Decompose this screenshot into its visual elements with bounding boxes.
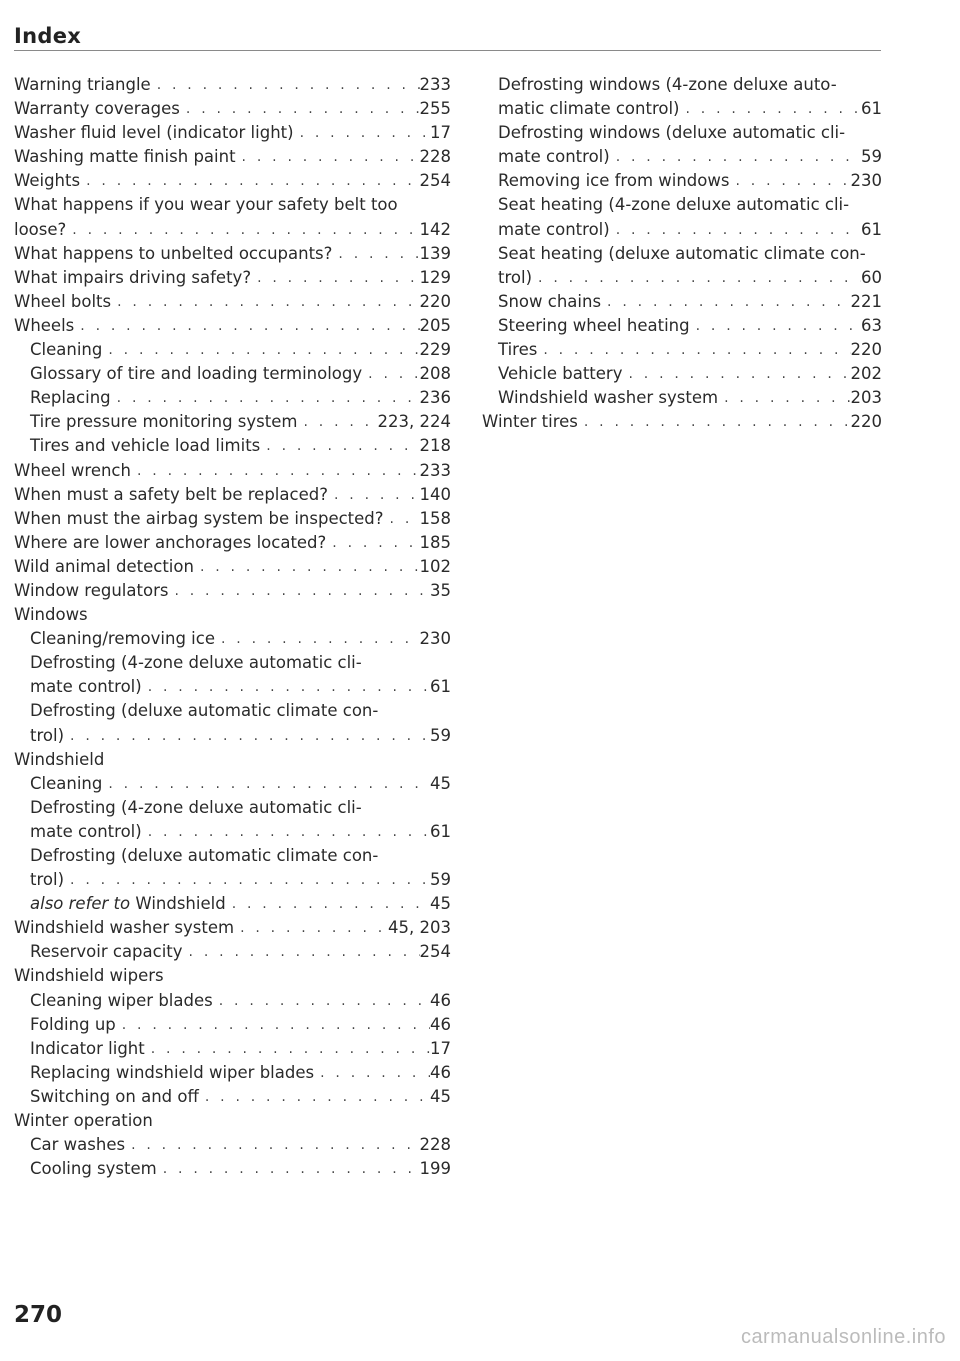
- index-entry: [482, 169, 882, 193]
- index-entry-term: Tires and vehicle load limits: [30, 436, 261, 456]
- dot-leader: [180, 97, 420, 121]
- page-reference: 61: [861, 99, 882, 119]
- index-entry: [14, 844, 451, 868]
- index-entry-term: Car washes: [30, 1135, 126, 1155]
- index-entry: [14, 410, 451, 434]
- index-entry-term: Reservoir capacity: [30, 942, 183, 962]
- index-entry: [14, 121, 451, 145]
- index-entry-term: Windshield: [14, 749, 105, 769]
- dot-leader: [537, 338, 850, 362]
- page-reference: 230: [850, 171, 882, 191]
- dot-leader: [66, 218, 419, 242]
- index-entry: [482, 193, 882, 217]
- page-reference: 59: [430, 725, 451, 745]
- page-reference: 61: [430, 677, 451, 697]
- dot-leader: [532, 266, 861, 290]
- dot-leader: [111, 386, 420, 410]
- dot-leader: [718, 386, 850, 410]
- dot-leader: [297, 410, 377, 434]
- index-entry: [14, 724, 451, 748]
- dot-leader: [610, 145, 861, 169]
- page-reference: 218: [419, 436, 451, 456]
- index-entry: [482, 73, 882, 97]
- index-entry: [14, 748, 451, 772]
- index-entry-term: Seat heating (deluxe automatic climate con-: [498, 243, 866, 263]
- index-entry: [14, 531, 451, 555]
- index-entry-term: Windshield wipers: [14, 966, 164, 986]
- page-reference: 17: [430, 1038, 451, 1058]
- index-entry: [482, 97, 882, 121]
- page-reference: 45: [430, 1086, 451, 1106]
- index-entry: [482, 314, 882, 338]
- dot-leader: [142, 675, 430, 699]
- index-entry: [14, 459, 451, 483]
- dot-leader: [64, 724, 430, 748]
- index-entry-term: Tire pressure monitoring system: [30, 412, 298, 432]
- index-entry-term: Windshield washer system: [498, 388, 719, 408]
- index-entry-term: mate control): [498, 147, 610, 167]
- page-reference: 229: [419, 340, 451, 360]
- index-entry-term: What impairs driving safety?: [14, 267, 252, 287]
- index-entry-term: Washing matte finish paint: [14, 147, 236, 167]
- index-entry: [14, 964, 451, 988]
- page-reference: 45: [430, 894, 451, 914]
- index-entry: [14, 386, 451, 410]
- index-entry-term: Warning triangle: [14, 75, 151, 94]
- page-reference: 228: [419, 147, 451, 167]
- index-entry: [482, 218, 882, 242]
- index-entry-term: trol): [498, 267, 533, 287]
- index-entry: [14, 169, 451, 193]
- page-number: 270: [14, 1302, 63, 1328]
- index-column-left: [14, 73, 451, 1181]
- dot-leader: [294, 121, 430, 145]
- index-entry-term: Tires: [498, 340, 538, 360]
- index-entry: [14, 940, 451, 964]
- index-entry: [14, 820, 451, 844]
- index-entry: [14, 1037, 451, 1061]
- index-entry: [482, 121, 882, 145]
- dot-leader: [729, 169, 850, 193]
- dot-leader: [157, 1157, 420, 1181]
- index-entry-term: Cleaning: [30, 773, 103, 793]
- page-reference: 45, 203: [388, 918, 451, 938]
- page-reference: 220: [850, 412, 882, 432]
- index-entry: [14, 651, 451, 675]
- section-title: Index: [14, 24, 82, 48]
- dot-leader: [690, 314, 861, 338]
- dot-leader: [102, 338, 419, 362]
- dot-leader: [578, 410, 851, 434]
- cross-reference-target: Windshield: [130, 894, 226, 914]
- index-entry: [482, 338, 882, 362]
- index-entry-term: mate control): [30, 677, 142, 697]
- page-reference: 158: [419, 508, 451, 528]
- index-entry-term: Defrosting (deluxe automatic climate con-: [30, 846, 379, 865]
- dot-leader: [384, 507, 420, 531]
- index-entry-term: Seat heating (4-zone deluxe automatic cli-: [498, 195, 850, 215]
- index-entry-term: Wheels: [14, 315, 75, 335]
- index-entry-term: Replacing windshield wiper blades: [30, 1062, 315, 1082]
- index-entry: [14, 290, 451, 314]
- index-entry-term: Defrosting windows (deluxe automatic cli-: [498, 123, 846, 143]
- index-entry-term: Windows: [14, 605, 88, 625]
- page-reference: 254: [419, 171, 451, 191]
- index-entry-term: Window regulators: [14, 580, 169, 600]
- index-entry-term: Snow chains: [498, 291, 602, 311]
- page-reference: 140: [419, 484, 451, 504]
- index-entry: [14, 338, 451, 362]
- dot-leader: [168, 579, 430, 603]
- index-entry-term: Replacing: [30, 388, 111, 408]
- index-entry: [14, 892, 451, 916]
- dot-leader: [260, 434, 419, 458]
- page-reference: 233: [419, 75, 451, 94]
- page-reference: 223, 224: [377, 412, 451, 432]
- dot-leader: [111, 290, 419, 314]
- page-reference: 46: [430, 1014, 451, 1034]
- dot-leader: [80, 169, 419, 193]
- page-reference: 46: [430, 990, 451, 1010]
- index-entry-term: Windshield washer system: [14, 918, 235, 938]
- index-entry-term: Wheel wrench: [14, 460, 131, 480]
- index-entry: [14, 73, 451, 97]
- index-entry-term: Cleaning/removing ice: [30, 629, 215, 649]
- index-entry-term: Switching on and off: [30, 1086, 199, 1106]
- header-divider: [14, 50, 881, 51]
- dot-leader: [251, 266, 419, 290]
- index-entry: [14, 579, 451, 603]
- page-reference: 236: [419, 388, 451, 408]
- page-reference: 46: [430, 1062, 451, 1082]
- index-entry: [482, 290, 882, 314]
- index-entry: [14, 868, 451, 892]
- index-entry: [14, 434, 451, 458]
- page-reference: 142: [419, 219, 451, 239]
- page-reference: 228: [419, 1135, 451, 1155]
- index-entry: [482, 410, 882, 434]
- index-entry-term: When must the airbag system be inspected?: [14, 508, 384, 528]
- dot-leader: [64, 868, 430, 892]
- dot-leader: [194, 555, 420, 579]
- dot-leader: [234, 916, 388, 940]
- page-reference: 17: [430, 123, 451, 143]
- index-entry: [14, 772, 451, 796]
- page-reference: 199: [419, 1159, 451, 1179]
- index-entry-term: What happens if you wear your safety belt too: [14, 195, 398, 215]
- index-entry: [14, 1133, 451, 1157]
- page-reference: 61: [430, 821, 451, 841]
- index-entry-term: Steering wheel heating: [498, 315, 690, 335]
- index-entry-term: Folding up: [30, 1014, 116, 1034]
- dot-leader: [362, 362, 419, 386]
- index-entry: [14, 989, 451, 1013]
- index-entry-term: Where are lower anchorages located?: [14, 532, 327, 552]
- dot-leader: [102, 772, 430, 796]
- index-entry-term: mate control): [498, 219, 610, 239]
- page-reference: 220: [419, 291, 451, 311]
- index-entry-term: Defrosting (4-zone deluxe automatic cli-: [30, 797, 362, 817]
- page-reference: 208: [419, 364, 451, 384]
- index-entry-term: Defrosting (4-zone deluxe automatic cli-: [30, 653, 362, 673]
- page-reference: 220: [850, 340, 882, 360]
- index-entry: [14, 1109, 451, 1133]
- page-reference: 185: [419, 532, 451, 552]
- index-entry-term: trol): [30, 870, 65, 890]
- page-reference: 255: [419, 99, 451, 119]
- index-entry-term: Wheel bolts: [14, 291, 112, 311]
- dot-leader: [622, 362, 850, 386]
- index-entry-term: mate control): [30, 821, 142, 841]
- index-entry: [14, 242, 451, 266]
- index-entry-term: Cooling system: [30, 1159, 157, 1179]
- index-entry: [14, 1013, 451, 1037]
- dot-leader: [116, 1013, 430, 1037]
- dot-leader: [125, 1133, 419, 1157]
- dot-leader: [183, 940, 420, 964]
- dot-leader: [601, 290, 850, 314]
- cross-reference-label: also refer to: [30, 894, 131, 914]
- index-column-right: [482, 73, 882, 434]
- index-entry-term: Washer fluid level (indicator light): [14, 123, 294, 143]
- index-entry-term: Removing ice from windows: [498, 171, 730, 191]
- page-reference: 35: [430, 580, 451, 600]
- index-entry: [14, 193, 451, 217]
- index-entry: [14, 483, 451, 507]
- index-entry: [14, 507, 451, 531]
- page-reference: 254: [419, 942, 451, 962]
- page-reference: 63: [861, 315, 882, 335]
- page-reference: 45: [430, 773, 451, 793]
- index-entry-term: Defrosting windows (4-zone deluxe auto-: [498, 75, 837, 94]
- dot-leader: [236, 145, 420, 169]
- page-reference: 205: [419, 315, 451, 335]
- index-entry-term: Vehicle battery: [498, 364, 623, 384]
- index-entry: [482, 386, 882, 410]
- dot-leader: [74, 314, 419, 338]
- index-entry: [482, 145, 882, 169]
- index-entry: [482, 242, 882, 266]
- index-entry-term: Winter tires: [482, 412, 578, 432]
- index-entry-term: matic climate control): [498, 99, 680, 119]
- index-entry: [14, 266, 451, 290]
- index-entry: [14, 145, 451, 169]
- page-reference: 139: [419, 243, 451, 263]
- index-entry-term: Winter operation: [14, 1111, 153, 1131]
- page-reference: 60: [861, 267, 882, 287]
- index-entry-term: Weights: [14, 171, 81, 191]
- dot-leader: [226, 892, 430, 916]
- index-entry: [14, 675, 451, 699]
- index-entry-term: Cleaning: [30, 340, 103, 360]
- index-entry: [14, 218, 451, 242]
- watermark: carmanualsonline.info: [740, 1326, 946, 1348]
- page-reference: 221: [850, 291, 882, 311]
- index-entry-term: When must a safety belt be replaced?: [14, 484, 328, 504]
- index-entry: [14, 1061, 451, 1085]
- dot-leader: [326, 531, 419, 555]
- index-entry: [14, 916, 451, 940]
- index-entry-term: Glossary of tire and loading terminology: [30, 364, 363, 384]
- index-entry-term: trol): [30, 725, 65, 745]
- index-entry-term: Cleaning wiper blades: [30, 990, 213, 1010]
- index-entry: [14, 1157, 451, 1181]
- index-entry: [482, 266, 882, 290]
- dot-leader: [142, 820, 430, 844]
- index-entry: [14, 699, 451, 723]
- dot-leader: [328, 483, 420, 507]
- index-entry: [14, 314, 451, 338]
- index-entry-term: Wild animal detection: [14, 556, 194, 576]
- page-reference: 59: [430, 870, 451, 890]
- dot-leader: [131, 459, 420, 483]
- page-reference: 61: [861, 219, 882, 239]
- dot-leader: [332, 242, 419, 266]
- index-entry-term: Warranty coverages: [14, 99, 180, 119]
- dot-leader: [679, 97, 861, 121]
- index-entry: [14, 796, 451, 820]
- dot-leader: [215, 627, 420, 651]
- page-reference: 102: [419, 556, 451, 576]
- index-entry: [14, 1085, 451, 1109]
- page-reference: 230: [419, 629, 451, 649]
- index-entry: [482, 362, 882, 386]
- index-entry-term: Indicator light: [30, 1038, 145, 1058]
- index-entry: [14, 627, 451, 651]
- index-entry-term: loose?: [14, 219, 67, 239]
- dot-leader: [199, 1085, 430, 1109]
- dot-leader: [213, 989, 430, 1013]
- dot-leader: [610, 218, 861, 242]
- page-reference: 233: [419, 460, 451, 480]
- index-entry-term: What happens to unbelted occupants?: [14, 243, 333, 263]
- page-reference: 203: [850, 388, 882, 408]
- page-reference: 202: [850, 364, 882, 384]
- index-entry: [14, 555, 451, 579]
- dot-leader: [151, 73, 420, 97]
- dot-leader: [314, 1061, 430, 1085]
- index-entry: [14, 603, 451, 627]
- page-reference: 129: [419, 267, 451, 287]
- index-entry-term: [30, 892, 226, 916]
- index-entry-term: Defrosting (deluxe automatic climate con-: [30, 701, 379, 721]
- page-reference: 59: [861, 147, 882, 167]
- index-entry: [14, 362, 451, 386]
- index-entry: [14, 97, 451, 121]
- dot-leader: [145, 1037, 430, 1061]
